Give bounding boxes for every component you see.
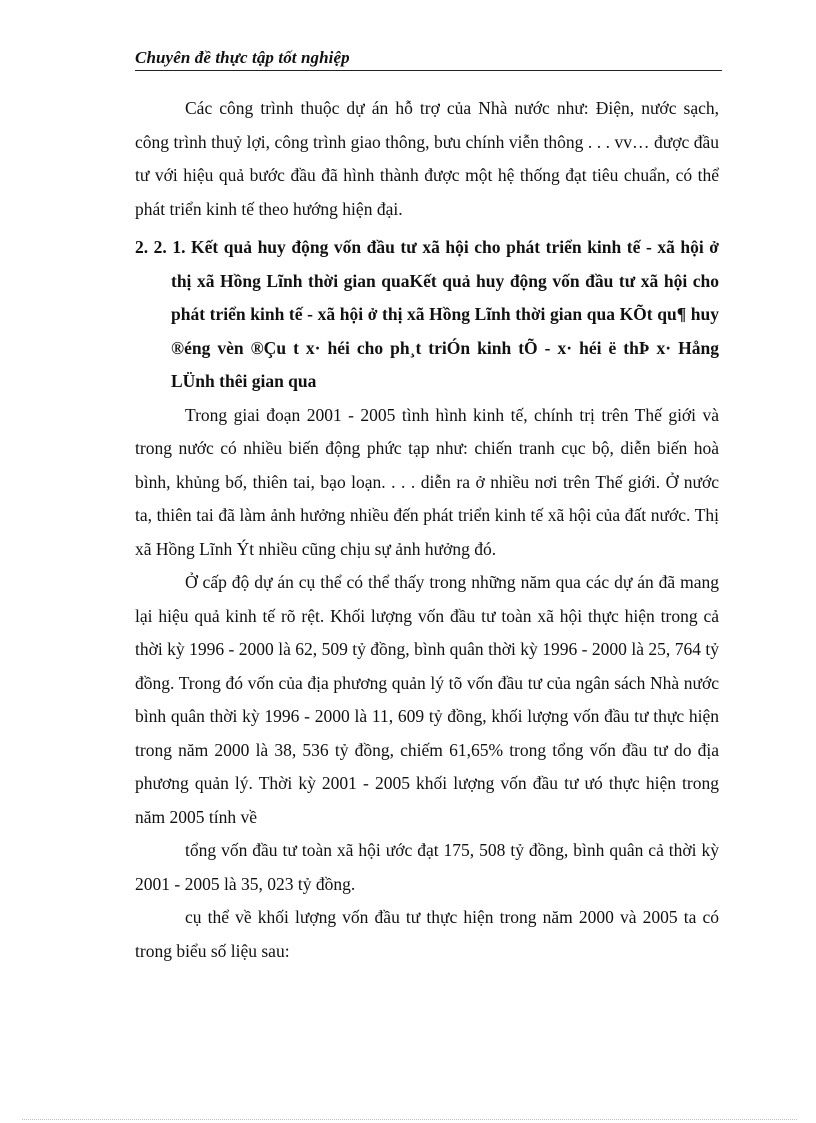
paragraph-infrastructure: Các công trình thuộc dự án hỗ trợ của Nhà nước như: Điện, nước sạch, công trình thuỷ lợi, công trình giao thông, bưu chính viễn thông . . . vv… được đầu tư với hiệu quả bước đầu đã hình thành được một hệ thống đạt tiêu chuẩn, có thể phát triển kinh tế theo hướng hiện đại. (135, 98, 719, 219)
section-heading-2-2-1: 2. 2. 1. Kết quả huy động vốn đầu tư xã hội cho phát triển kinh tế - xã hội ở thị xã Hồng Lĩnh thời gian quaKết quả huy động vốn đầu tư xã hội cho phát triển kinh tế - xã hội ở thị xã Hồng Lĩnh thời gian qua KÕt qu¶ huy ®éng vèn ®Çu t x· héi cho ph¸t triÓn kinh tÕ - x· héi ë thÞ x· Hång LÜnh thêi gian qua (135, 237, 719, 391)
paragraph-investment-results: Ở cấp độ dự án cụ thể có thể thấy trong những năm qua các dự án đã mang lại hiệu quả kinh tế rõ rệt. Khối lượng vốn đầu tư toàn xã hội thực hiện trong cả thời kỳ 1996 - 2000 là 62, 509 tỷ đồng, bình quân thời kỳ 1996 - 2000 là 25, 764 tỷ đồng. Trong đó vốn của địa phương quản lý tõ vốn đầu tư của ngân sách Nhà nước bình quân thời kỳ 1996 - 2000 là 11, 609 tỷ đồng, khối lượng vốn đầu tư thực hiện trong năm 2000 là 38, 536 tỷ đồng, chiếm 61,65% trong tổng vốn đầu tư do địa phương quản lý. Thời kỳ 2001 - 2005 khối lượng vốn đầu tư ưó thực hiện trong năm 2005 tính về (135, 572, 719, 827)
document-body (135, 92, 719, 968)
page-header-title: Chuyên đề thực tập tốt nghiệp (135, 48, 350, 67)
paragraph-table-intro: cụ thể về khối lượng vốn đầu tư thực hiện trong năm 2000 và 2005 ta có trong biểu số liệu sau: (135, 907, 719, 961)
paragraph-context-2001-2005: Trong giai đoạn 2001 - 2005 tình hình kinh tế, chính trị trên Thế giới và trong nước có nhiều biến động phức tạp như: chiến tranh cục bộ, diễn biến hoà bình, khủng bố, thiên tai, bạo loạn. . . . diễn ra ở nhiều nơi trên Thế giới. Ở nước ta, thiên tai đã làm ảnh hưởng nhiều đến phát triển kinh tế xã hội của đất nước. Thị xã Hồng Lĩnh Ýt nhiều cũng chịu sự ảnh hưởng đó. (135, 404, 719, 559)
footer-dotted-rule (22, 1119, 797, 1120)
header-divider (135, 70, 722, 71)
paragraph-total-investment: tổng vốn đầu tư toàn xã hội ước đạt 175, 508 tỷ đồng, bình quân cả thời kỳ 2001 - 2005 là 35, 023 tỷ đồng. (135, 840, 719, 894)
